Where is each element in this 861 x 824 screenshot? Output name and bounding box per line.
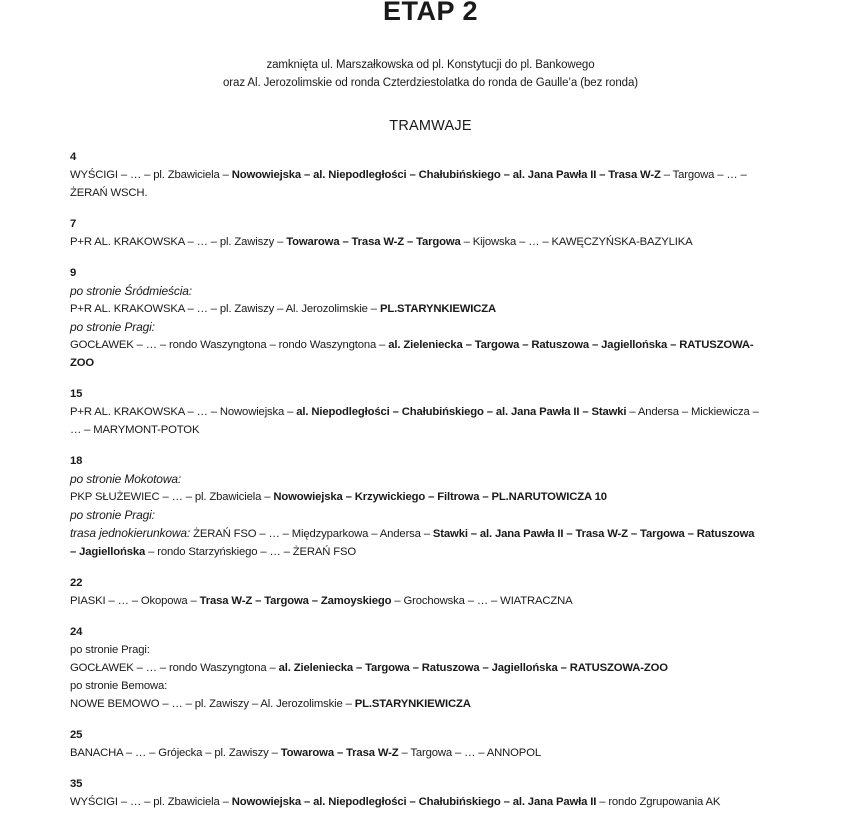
route-text-bold: PL.STARYNKIEWICZA	[354, 698, 471, 710]
route-description-cont	[70, 543, 772, 561]
route-text-bold: ZOO	[70, 357, 95, 369]
route-description	[70, 524, 772, 543]
route-description	[70, 166, 772, 184]
route-4	[70, 148, 772, 202]
route-text: – rondo Starzyńskiego – … – ŻERAŃ FSO	[145, 546, 357, 558]
route-description	[70, 592, 772, 610]
route-description	[70, 659, 772, 677]
route-side-label: po stronie Bemowa:	[70, 680, 168, 692]
route-text-bold: – Jagiellońska	[70, 546, 146, 558]
route-text-bold: al. Zieleniecka – Targowa – Ratuszowa – Jagiellońska – RATUSZOWA-ZOO	[278, 662, 668, 674]
route-text-bold: Trasa W-Z – Targowa – Zamoyskiego	[199, 595, 392, 607]
route-text: BANACHA – … – Grójecka – pl. Zawiszy –	[70, 747, 281, 759]
route-text: WYŚCIGI – … – pl. Zbawiciela –	[70, 169, 232, 181]
route-text: – Grochowska – … – WIATRACZNA	[391, 595, 573, 607]
route-22	[70, 574, 772, 610]
route-side-label: po stronie Pragi:	[70, 644, 150, 656]
route-25	[70, 726, 772, 762]
subtitle-line-1: zamknięta ul. Marszałkowska od pl. Konstytucji do pl. Bankowego	[266, 59, 595, 71]
route-text: GOCŁAWEK – … – rondo Waszyngtona – rondo Waszyngtona –	[70, 339, 389, 351]
route-number: 35	[70, 778, 83, 790]
route-description	[70, 695, 772, 713]
route-number: 4	[70, 151, 77, 163]
route-side-label: po stronie Pragi:	[70, 508, 155, 522]
route-text: – Targowa – … – ANNOPOL	[398, 747, 541, 759]
route-text: P+R AL. KRAKOWSKA – … – Nowowiejska –	[70, 406, 297, 418]
route-15	[70, 385, 772, 439]
route-18	[70, 452, 772, 561]
route-7	[70, 215, 772, 251]
route-description	[70, 233, 772, 251]
route-text-bold: PL.STARYNKIEWICZA	[379, 303, 496, 315]
route-text-bold: Nowowiejska – Krzywickiego – Filtrowa – PL.NARUTOWICZA 10	[273, 491, 607, 503]
route-number: 25	[70, 729, 83, 741]
route-text: P+R AL. KRAKOWSKA – … – pl. Zawiszy –	[70, 236, 287, 248]
route-number: 15	[70, 388, 83, 400]
route-text: NOWE BEMOWO – … – pl. Zawiszy – Al. Jerozolimskie –	[70, 698, 355, 710]
route-text: ŻERAŃ FSO – … – Międzyparkowa – Andersa –	[190, 528, 433, 540]
route-text: – Targowa – … –	[660, 169, 747, 181]
route-side-label: po stronie Pragi:	[70, 320, 155, 334]
route-text: WYŚCIGI – … – pl. Zbawiciela –	[70, 796, 232, 808]
subtitle-line-2: oraz Al. Jerozolimskie od ronda Czterdziestolatka do ronda de Gaulle’a (bez ronda)	[223, 77, 638, 89]
route-number: 9	[70, 267, 77, 279]
route-text: PIASKI – … – Okopowa –	[70, 595, 200, 607]
route-35	[70, 775, 772, 811]
route-text: – rondo Zgrupowania AK	[596, 796, 721, 808]
route-text-italic: trasa jednokierunkowa:	[70, 526, 191, 540]
route-number: 18	[70, 455, 83, 467]
routes-list	[70, 148, 772, 824]
route-text-bold: al. Zieleniecka – Targowa – Ratuszowa – Jagiellońska – RATUSZOWA-	[388, 339, 754, 351]
route-text-bold: Towarowa – Trasa W-Z – Targowa	[286, 236, 461, 248]
route-description	[70, 793, 772, 811]
route-text: PKP SŁUŻEWIEC – … – pl. Zbawiciela –	[70, 491, 274, 503]
route-text-bold: Nowowiejska – al. Niepodległości – Chałubińskiego – al. Jana Pawła II	[231, 796, 597, 808]
route-text-bold: Towarowa – Trasa W-Z	[280, 747, 399, 759]
route-text-bold: Stawki – al. Jana Pawła II – Trasa W-Z – Targowa – Ratuszowa	[432, 528, 755, 540]
route-24	[70, 623, 772, 713]
page-title: ETAP 2	[382, 0, 479, 26]
route-description	[70, 488, 772, 506]
route-description-cont: … – MARYMONT-POTOK	[70, 424, 200, 436]
route-text: – Andersa – Mickiewicza –	[626, 406, 759, 418]
route-text-bold: Nowowiejska – al. Niepodległości – Chałubińskiego – al. Jana Pawła II – Trasa W-Z	[231, 169, 661, 181]
route-side-label: po stronie Mokotowa:	[70, 472, 182, 486]
route-text: GOCŁAWEK – … – rondo Waszyngtona –	[70, 662, 279, 674]
route-text: – Kijowska – … – KAWĘCZYŃSKA-BAZYLIKA	[460, 236, 693, 248]
route-text-bold: al. Niepodległości – Chałubińskiego – al. Jana Pawła II – Stawki	[296, 406, 627, 418]
section-heading: TRAMWAJE	[389, 118, 472, 134]
route-number: 24	[70, 626, 83, 638]
route-description-cont	[70, 354, 772, 372]
route-number: 22	[70, 577, 83, 589]
route-number: 7	[70, 218, 77, 230]
route-description	[70, 744, 772, 762]
route-description-cont: ŻERAŃ WSCH.	[70, 187, 148, 199]
route-description	[70, 336, 772, 354]
route-description	[70, 403, 772, 421]
route-text: P+R AL. KRAKOWSKA – … – pl. Zawiszy – Al. Jerozolimskie –	[70, 303, 380, 315]
route-side-label: po stronie Śródmieścia:	[70, 284, 192, 298]
route-9	[70, 264, 772, 372]
route-description	[70, 300, 772, 318]
